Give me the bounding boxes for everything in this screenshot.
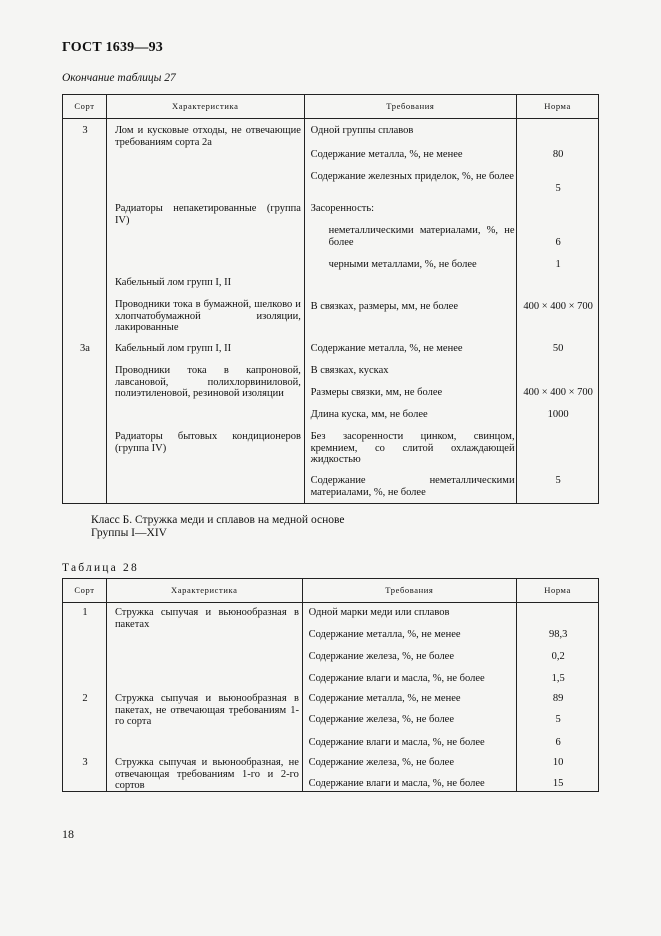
requirement-text: В связках, кусках — [310, 365, 389, 376]
class-b-heading — [91, 514, 344, 540]
sort-column — [63, 603, 107, 792]
table28-header-row — [63, 579, 599, 603]
requirement-text: Содержание железа, %, не более — [308, 651, 454, 662]
norm-value: 15 — [552, 778, 564, 789]
requirement-text: Длина куска, мм, не более — [310, 409, 428, 420]
header-sort: Сорт — [63, 95, 107, 119]
requirement-text: Засоренность: — [310, 203, 375, 214]
characteristic-text: Стружка сыпучая и вьюнообразная в пакетах — [114, 607, 299, 630]
norm-value: 80 — [552, 149, 564, 160]
requirement-text: Содержание железных приделок, %, не более — [310, 171, 514, 182]
requirements-column — [302, 603, 517, 792]
requirement-text: неметаллическими материалами, %, не более — [328, 225, 515, 248]
norm-value: 98,3 — [548, 629, 568, 640]
requirement-text: Содержание металла, %, не менее — [310, 343, 463, 354]
norm-value: 6 — [555, 737, 561, 748]
characteristic-text: Проводники тока в капроновой, лавсановой, полихлорвиниловой, полиэтиленовой, резиновой изоляции — [114, 365, 301, 399]
header-norm: Норма — [517, 579, 599, 603]
sort-value: 2 — [82, 693, 88, 704]
norm-value: 5 — [555, 714, 561, 725]
table28-body-row — [63, 603, 599, 792]
sort-value: 3 — [82, 125, 88, 136]
table28-caption: Таблица 28 — [62, 562, 139, 574]
characteristic-text: Кабельный лом групп I, II — [114, 277, 232, 288]
requirement-text: Содержание металла, %, не менее — [308, 629, 461, 640]
table27-continuation-caption: Окончание таблицы 27 — [62, 72, 176, 84]
header-characteristic: Характеристика — [106, 95, 304, 119]
sort-value: 3а — [80, 343, 90, 354]
requirement-text: Размеры связки, мм, не более — [310, 387, 443, 398]
norm-value: 1 — [555, 259, 561, 270]
norm-column — [517, 119, 599, 504]
requirement-text: Содержание неметаллическими материалами, %, не более — [310, 475, 515, 498]
table27-body-row — [63, 119, 599, 504]
sort-column — [63, 119, 107, 504]
norm-value: 0,2 — [551, 651, 565, 662]
norm-value: 400 × 400 × 700 — [523, 301, 593, 312]
norm-value: 10 — [552, 757, 564, 768]
characteristic-column — [106, 603, 302, 792]
norm-column — [517, 603, 599, 792]
requirement-text: черными металлами, %, не более — [328, 259, 477, 270]
requirement-text: Содержание железа, %, не более — [308, 757, 454, 768]
characteristic-text: Стружка сыпучая и вьюнообразная в пакетах, не отвечающая требованиям 1-го сорта — [114, 693, 299, 727]
characteristic-column — [106, 119, 304, 504]
requirement-text: В связках, размеры, мм, не более — [310, 301, 458, 312]
header-requirements: Требования — [304, 95, 517, 119]
class-b-title: Класс Б. Стружка меди и сплавов на медной основе — [91, 514, 345, 526]
norm-value: 50 — [552, 343, 564, 354]
requirement-text: Одной марки меди или сплавов — [308, 607, 450, 618]
page-number: 18 — [62, 827, 74, 841]
requirements-column — [304, 119, 517, 504]
header-norm: Норма — [517, 95, 599, 119]
requirement-text: Содержание металла, %, не менее — [308, 693, 461, 704]
header-requirements: Требования — [302, 579, 517, 603]
header-sort: Сорт — [63, 579, 107, 603]
characteristic-text: Радиаторы непакетированные (группа IV) — [114, 203, 301, 226]
characteristic-text: Лом и кусковые отходы, не отвечающие требованиям сорта 2а — [114, 125, 301, 148]
requirement-text: Содержание влаги и масла, %, не более — [308, 737, 485, 748]
requirement-text: Содержание влаги и масла, %, не более — [308, 778, 485, 789]
requirement-text: Без засоренности цинком, свинцом, кремнием, со слитой охлаждающей жидкостью — [310, 431, 515, 465]
requirement-text: Содержание железа, %, не более — [308, 714, 454, 725]
sort-value: 3 — [82, 757, 88, 768]
norm-value: 1,5 — [551, 673, 565, 684]
norm-value: 5 — [555, 183, 561, 194]
norm-value: 1000 — [547, 409, 569, 420]
norm-value: 89 — [552, 693, 564, 704]
sort-value: 1 — [82, 607, 88, 618]
norm-value: 400 × 400 × 700 — [523, 387, 593, 398]
norm-value: 6 — [555, 237, 561, 248]
table27-header-row — [63, 95, 599, 119]
characteristic-text: Проводники тока в бумажной, шелково и хлопчатобумажной изоляции, лакированные — [114, 299, 301, 333]
standard-title: ГОСТ 1639—93 — [62, 40, 163, 55]
characteristic-text: Кабельный лом групп I, II — [114, 343, 232, 354]
header-characteristic: Характеристика — [106, 579, 302, 603]
class-b-groups: Группы I—XIV — [91, 527, 167, 539]
requirement-text: Одной группы сплавов — [310, 125, 414, 136]
requirement-text: Содержание влаги и масла, %, не более — [308, 673, 485, 684]
table-27 — [62, 94, 599, 504]
characteristic-text: Радиаторы бытовых кондиционеров (группа IV) — [114, 431, 301, 454]
norm-value: 5 — [555, 475, 561, 486]
requirement-text: Содержание металла, %, не менее — [310, 149, 463, 160]
characteristic-text: Стружка сыпучая и вьюнообразная, не отвечающая требованиям 1-го и 2-го сортов — [114, 757, 299, 791]
table-28 — [62, 578, 599, 792]
